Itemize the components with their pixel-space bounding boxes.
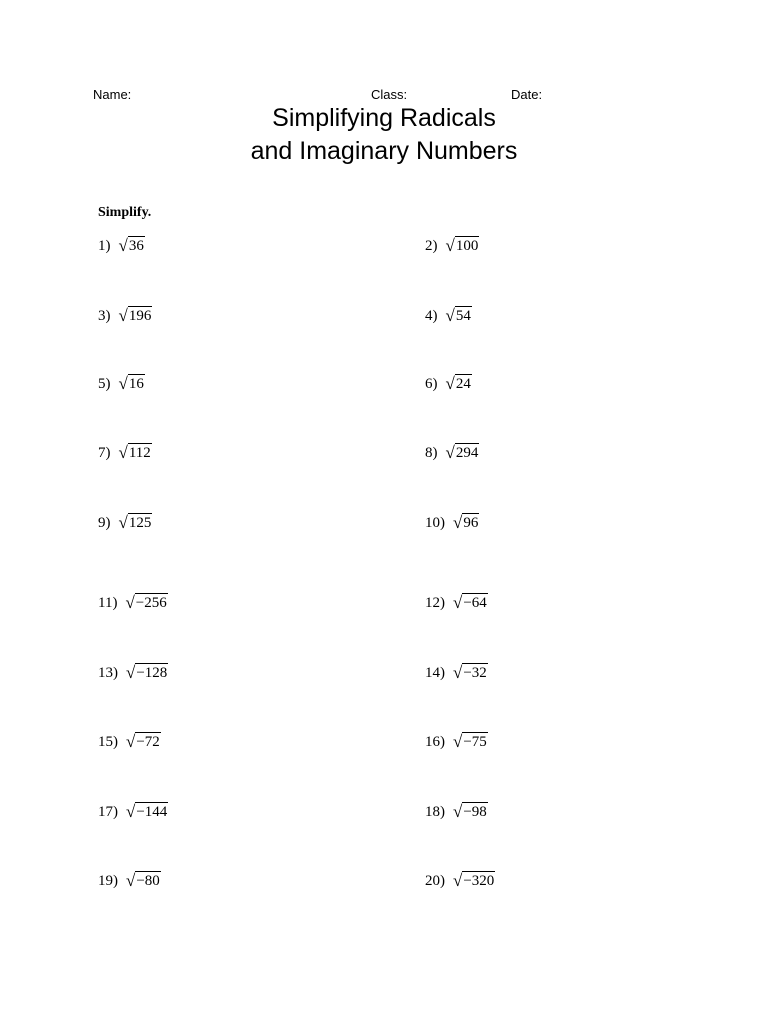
radical	[119, 236, 145, 255]
radical	[453, 871, 495, 890]
name-label: Name:	[93, 87, 132, 102]
problem-number: 16)	[425, 734, 445, 750]
radicand: 54	[455, 308, 471, 324]
square-root-icon: √	[445, 306, 455, 325]
problem-number: 17)	[98, 804, 118, 820]
square-root-icon: √	[126, 732, 136, 751]
square-root-icon: √	[445, 443, 455, 462]
problem-12	[425, 590, 488, 612]
radical	[453, 663, 488, 682]
square-root-icon: √	[125, 593, 135, 612]
square-root-icon: √	[126, 663, 136, 682]
square-root-icon: √	[118, 236, 128, 255]
problem-number: 8)	[425, 445, 438, 461]
radical	[453, 732, 488, 751]
radical	[125, 593, 167, 612]
class-label: Class:	[371, 87, 408, 102]
problem-13	[98, 660, 168, 682]
radical	[126, 802, 168, 821]
problem-number: 20)	[425, 873, 445, 889]
problem-4	[425, 303, 472, 325]
square-root-icon: √	[445, 374, 455, 393]
square-root-icon: √	[126, 871, 136, 890]
square-root-icon: √	[118, 306, 128, 325]
problem-18	[425, 799, 488, 821]
radicand: 36	[128, 238, 144, 254]
problem-3	[98, 303, 152, 325]
radical	[119, 443, 152, 462]
problem-number: 7)	[98, 445, 111, 461]
square-root-icon: √	[453, 593, 463, 612]
problem-number: 3)	[98, 308, 111, 324]
problem-number: 5)	[98, 376, 111, 392]
title-line-2: and Imaginary Numbers	[250, 137, 518, 165]
radical	[446, 443, 480, 462]
problem-5	[98, 371, 145, 393]
problem-6	[425, 371, 472, 393]
problem-number: 13)	[98, 665, 118, 681]
problem-number: 15)	[98, 734, 118, 750]
square-root-icon: √	[445, 236, 455, 255]
radicand: 125	[128, 515, 152, 531]
radicand: 100	[455, 238, 479, 254]
instructions: Simplify.	[98, 205, 152, 220]
problem-1	[98, 233, 145, 255]
problem-15	[98, 729, 161, 751]
square-root-icon: √	[118, 374, 128, 393]
problem-11	[98, 590, 168, 612]
square-root-icon: √	[453, 802, 463, 821]
square-root-icon: √	[453, 732, 463, 751]
radical	[453, 593, 488, 612]
radical	[119, 306, 153, 325]
problem-16	[425, 729, 488, 751]
date-label: Date:	[511, 87, 543, 102]
problem-number: 14)	[425, 665, 445, 681]
radicand: 294	[455, 445, 479, 461]
radical	[126, 871, 161, 890]
square-root-icon: √	[118, 443, 128, 462]
problem-number: 19)	[98, 873, 118, 889]
problem-number: 11)	[98, 595, 118, 611]
radical	[446, 306, 472, 325]
problem-number: 6)	[425, 376, 438, 392]
radicand: 24	[455, 376, 471, 392]
problem-8	[425, 440, 479, 462]
radicand: −320	[463, 873, 495, 889]
radicand: −64	[463, 595, 487, 611]
problem-number: 12)	[425, 595, 445, 611]
radical	[126, 732, 161, 751]
problem-number: 2)	[425, 238, 438, 254]
radical	[119, 374, 145, 393]
title-line-1: Simplifying Radicals	[272, 104, 496, 132]
radicand: −256	[135, 595, 167, 611]
problem-number: 1)	[98, 238, 111, 254]
radical	[119, 513, 153, 532]
radical	[446, 236, 480, 255]
problem-7	[98, 440, 152, 462]
problem-number: 4)	[425, 308, 438, 324]
radical	[453, 802, 488, 821]
radicand: −80	[136, 873, 160, 889]
radicand: −128	[136, 665, 168, 681]
problem-number: 10)	[425, 515, 445, 531]
radicand: −72	[136, 734, 160, 750]
square-root-icon: √	[453, 663, 463, 682]
radicand: −75	[463, 734, 487, 750]
radicand: −32	[463, 665, 487, 681]
problem-number: 9)	[98, 515, 111, 531]
radicand: 196	[128, 308, 152, 324]
radical	[453, 513, 479, 532]
radicand: 96	[463, 515, 479, 531]
problem-20	[425, 868, 495, 890]
problem-number: 18)	[425, 804, 445, 820]
radicand: −98	[463, 804, 487, 820]
problem-2	[425, 233, 479, 255]
square-root-icon: √	[453, 513, 463, 532]
problem-19	[98, 868, 161, 890]
radical	[446, 374, 472, 393]
square-root-icon: √	[126, 802, 136, 821]
problem-10	[425, 510, 479, 532]
radicand: 112	[128, 445, 151, 461]
square-root-icon: √	[453, 871, 463, 890]
problem-14	[425, 660, 488, 682]
square-root-icon: √	[118, 513, 128, 532]
radicand: −144	[136, 804, 168, 820]
problem-9	[98, 510, 152, 532]
problem-17	[98, 799, 168, 821]
radical	[126, 663, 168, 682]
radicand: 16	[128, 376, 144, 392]
